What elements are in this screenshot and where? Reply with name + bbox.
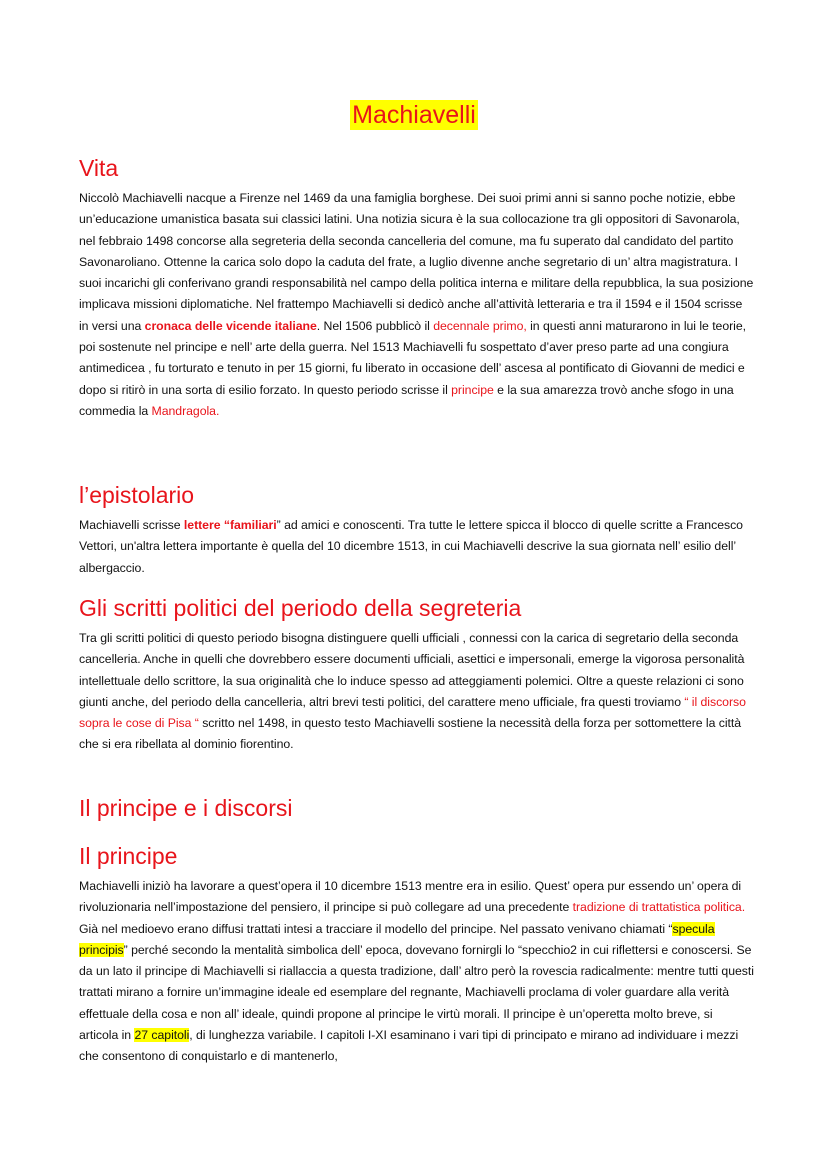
heading-epistolario: l’epistolario — [79, 482, 195, 508]
highlight-principe: principe — [451, 382, 494, 397]
highlight-decennale: decennale primo, — [433, 318, 527, 333]
highlight-cronaca: cronaca delle vicende italiane — [144, 318, 317, 333]
paragraph-vita — [79, 188, 754, 422]
paragraph-principe — [79, 876, 754, 1068]
highlight-tradizione: tradizione di trattatistica politica. — [572, 900, 746, 915]
paragraph-scritti-politici — [79, 628, 754, 756]
text-run: in questi anni maturarono in lui le teorie, poi sostenute nel principe e nell’ arte della guerra. Nel 1513 Machiavelli fu sospettato d’aver preso parte ad una congiura antimedicea , fu torturato e tenuto in per 15 giorni, fu liberato in occasione dell’ ascesa al pontificato di Giovanni de medici e dopo si ritirò in una sorta di esilio forzato. In questo periodo scrisse il — [79, 318, 747, 397]
highlight-mandragola: Mandragola. — [151, 403, 220, 418]
section-vita — [79, 154, 754, 422]
highlight-specula-principis: specula principis — [79, 921, 715, 957]
heading-principe-discorsi: Il principe e i discorsi — [79, 795, 293, 821]
highlight-discorso-pisa: “ il discorso sopra le cose di Pisa “ — [79, 694, 746, 731]
text-run: ” perché secondo la mentalità simbolica dell’ epoca, dovevano fornirgli lo “specchio2 in cui riflettersi e conoscersi. Se da un lato il principe di Machiavelli si riallaccia a questa tradizione, dall’ altro però la rovescia radicalmente: mentre tutti questi trattati mirano a fornire un’immagine ideale ed esemplare del regnante, Machiavelli proclama di voler guardare alla verità effettuale della cosa e non all’ ideale, quindi propone al principe le virtù morali. Il principe è un’operetta molto breve, si articola in — [79, 942, 754, 1043]
text-run: Machiavelli scrisse — [79, 518, 184, 532]
text-run: e la sua amarezza trovò anche sfogo in una commedia la — [79, 382, 734, 418]
text-run: scritto nel 1498, in questo testo Machiavelli sostiene la necessità della forza per sottomettere la città che si era ribellata al dominio fiorentino. — [79, 716, 742, 752]
section-epistolario — [79, 481, 754, 579]
highlight-lettere: lettere “familiari — [183, 518, 277, 532]
heading-vita: Vita — [79, 155, 119, 181]
text-run: , di lunghezza variabile. I capitoli I-XI esaminano i vari tipi di principato e mirano ad individuare i mezzi che consentono di conquistarlo e di mantenerlo, — [79, 1028, 739, 1064]
heading-scritti-politici: Gli scritti politici del periodo della segreteria — [79, 595, 522, 621]
text-run: Niccolò Machiavelli nacque a Firenze nel 1469 da una famiglia borghese. Dei suoi primi anni si sanno poche notizie, ebbe un’educazione umanistica basata sui classici latini. Una notizia sicura è la sua collocazione tra gli oppositori di Savonarola, nel febbraio 1498 concorse alla segreteria della seconda cancelleria del comune, ma fu superato dal candidato del partito Savonaroliano. Ottenne la carica solo dopo la caduta del frate, a luglio divenne anche segretario di un’ altra magistratura. I suoi incarichi gli conferivano grandi responsabilità nel campo della politica interna e militare della repubblica, la sua posizione implicava missioni diplomatiche. Nel frattempo Machiavelli si dedicò anche all’attività letteraria e tra il 1594 e il 1504 scrisse in versi una — [79, 191, 754, 333]
paragraph-epistolario — [79, 515, 754, 579]
title-wrap — [0, 100, 828, 130]
text-run: Tra gli scritti politici di questo periodo bisogna distinguere quelli ufficiali , connessi con la carica di segretario della seconda cancelleria. Anche in quelli che dovrebbero essere documenti ufficiali, asettici e impersonali, emerge la vigorosa personalità intellettuale dello scrittore, la sua originalità che lo induce spesso ad atteggiamenti polemici. Oltre a queste relazioni ci sono giunti anche, del periodo della cancelleria, altri brevi testi politici, del carattere meno ufficiale, fra questi troviamo — [79, 631, 745, 709]
section-principe-discorsi — [79, 794, 754, 822]
text-run: ” ad amici e conoscenti. Tra tutte le lettere spicca il blocco di quelle scritte a Francesco Vettori, un'altra lettera importante è quella del 10 dicembre 1513, in cui Machiavelli descrive la sua giornata nell’ esilio dell’ albergaccio. — [79, 518, 743, 575]
section-scritti-politici — [79, 594, 754, 756]
text-run: . Nel 1506 pubblicò il — [316, 318, 434, 333]
highlight-27-capitoli: 27 capitoli — [134, 1028, 190, 1043]
section-principe — [79, 842, 754, 1068]
document-title: Machiavelli — [352, 101, 476, 129]
text-run: Già nel medioevo erano diffusi trattati intesi a tracciare il modello del principe. Nel passato venivano chiamati “ — [79, 921, 673, 936]
heading-principe: Il principe — [79, 843, 178, 869]
text-run: Machiavelli iniziò ha lavorare a quest’opera il 10 dicembre 1513 mentre era in esilio. Quest’ opera pur essendo un’ opera di rivoluzionaria nell’impostazione del pensiero, il principe si può collegare ad una precedente — [79, 879, 742, 915]
